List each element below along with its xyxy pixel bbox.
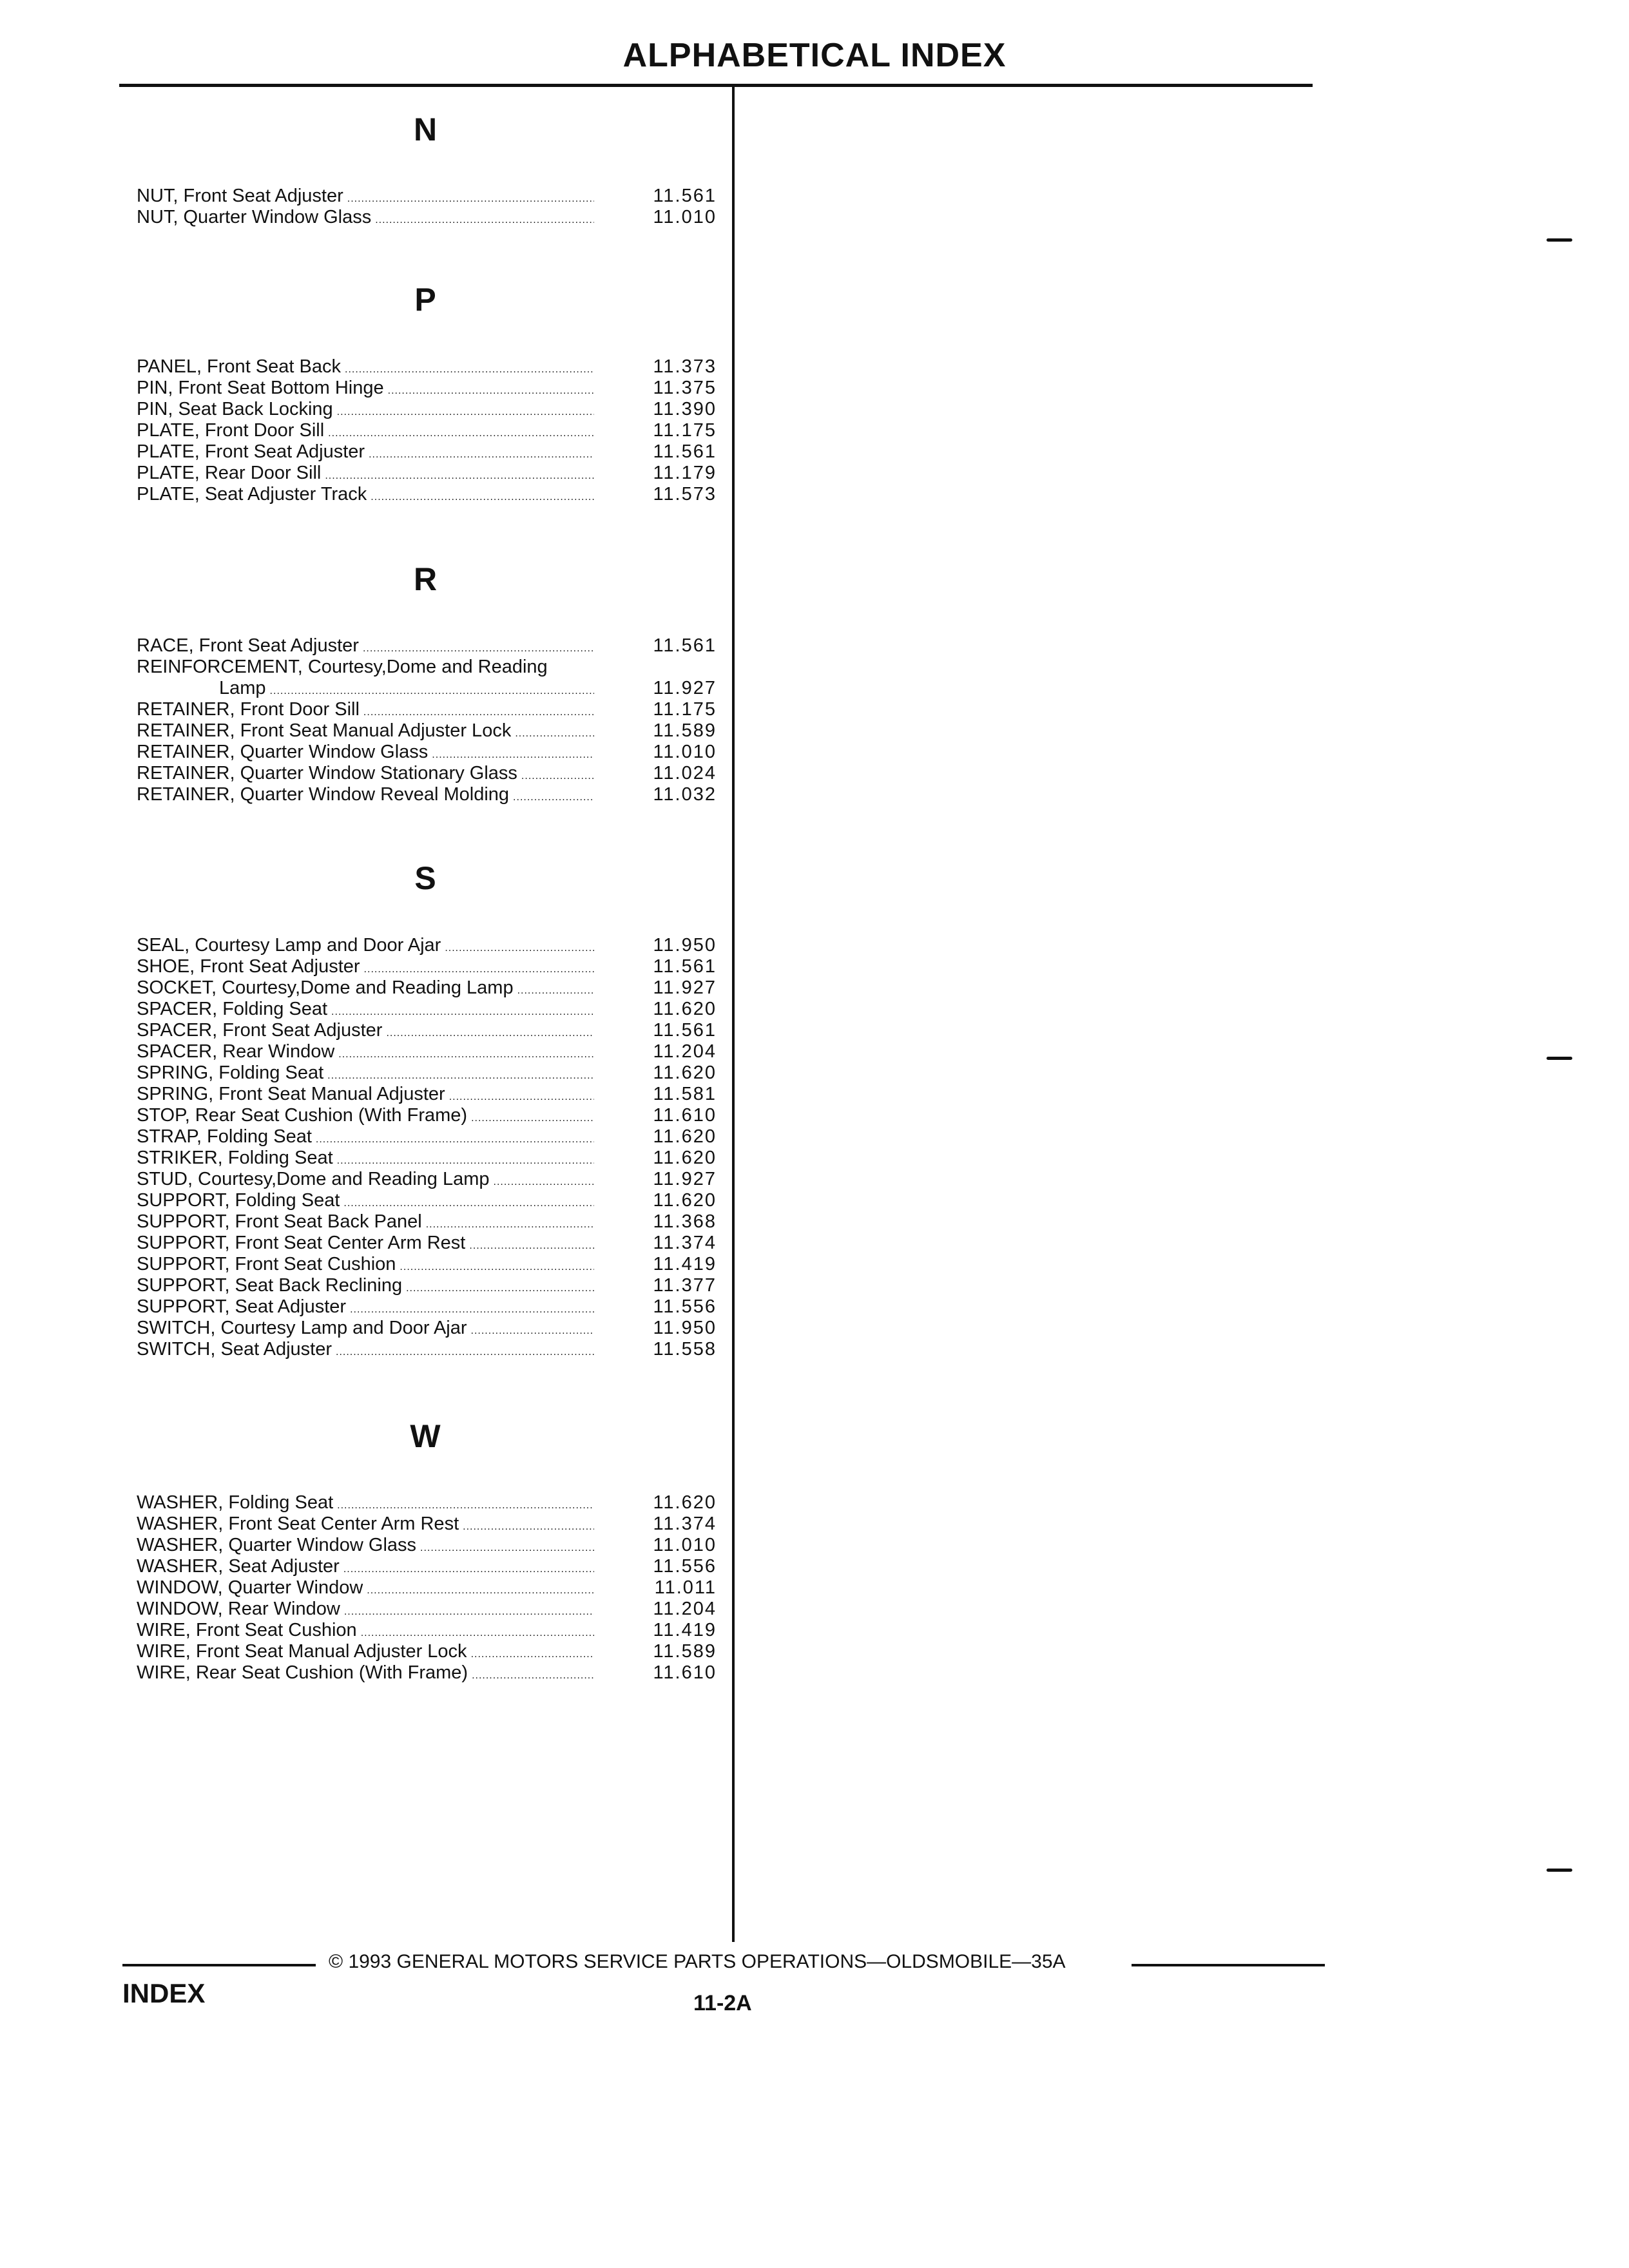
page-title: ALPHABETICAL INDEX [622, 37, 1007, 74]
entry-page: 11.927 [653, 1169, 717, 1189]
index-entry-continuation [137, 678, 717, 699]
section-letter-s: S [414, 860, 436, 896]
entry-label: RETAINER, Front Seat Manual Adjuster Lock [137, 720, 512, 741]
entry-label: SEAL, Courtesy Lamp and Door Ajar [137, 935, 441, 956]
entry-page: 11.561 [653, 635, 717, 656]
index-entry [137, 635, 717, 657]
entry-label: REINFORCEMENT, Courtesy,Dome and Reading [137, 657, 548, 677]
entry-label: RETAINER, Quarter Window Stationary Glass [137, 763, 517, 783]
binding-mark [1547, 1869, 1572, 1872]
entry-label: PLATE, Front Seat Adjuster [137, 441, 365, 462]
index-entry [137, 1514, 717, 1535]
entry-page: 11.204 [653, 1041, 717, 1062]
entry-label: WASHER, Folding Seat [137, 1492, 334, 1513]
dot-leader [420, 1537, 594, 1559]
column-divider [732, 86, 735, 1942]
dot-leader [337, 1150, 594, 1171]
entry-page: 11.175 [653, 699, 717, 720]
entry-page: 11.620 [653, 1190, 717, 1211]
entry-label: WASHER, Seat Adjuster [137, 1556, 340, 1577]
index-entry [137, 1126, 717, 1148]
entry-page: 11.374 [653, 1233, 717, 1253]
index-entry [137, 1020, 717, 1041]
dot-leader [386, 1023, 594, 1044]
entry-label: WIRE, Front Seat Manual Adjuster Lock [137, 1641, 467, 1662]
index-entry [137, 784, 717, 805]
index-list-r [137, 635, 717, 805]
index-entry [137, 441, 717, 463]
entry-label: WINDOW, Rear Window [137, 1599, 340, 1619]
dot-leader [513, 787, 594, 808]
dot-leader [363, 702, 594, 723]
index-entry [137, 763, 717, 784]
entry-label: PLATE, Rear Door Sill [137, 463, 322, 483]
dot-leader [367, 1580, 594, 1601]
dot-leader [270, 680, 594, 702]
index-entry [137, 1105, 717, 1126]
entry-page: 11.610 [653, 1662, 717, 1683]
dot-leader [400, 1256, 594, 1278]
entry-page: 11.561 [653, 1020, 717, 1041]
index-list-w [137, 1492, 717, 1684]
entry-label: PLATE, Front Door Sill [137, 420, 325, 441]
entry-page: 11.390 [653, 399, 717, 419]
dot-leader [449, 1086, 594, 1108]
index-entry [137, 1599, 717, 1620]
dot-leader [388, 380, 594, 401]
binding-mark [1547, 1057, 1572, 1060]
dot-leader [463, 1516, 594, 1537]
entry-page: 11.032 [653, 784, 717, 805]
dot-leader [345, 359, 594, 380]
dot-leader [369, 444, 594, 465]
entry-page: 11.950 [653, 935, 717, 956]
entry-label: SUPPORT, Front Seat Center Arm Rest [137, 1233, 466, 1253]
entry-label: SPRING, Folding Seat [137, 1062, 324, 1083]
index-entry [137, 1084, 717, 1105]
index-entry [137, 463, 717, 484]
dot-leader [336, 1341, 594, 1363]
dot-leader [371, 486, 594, 508]
index-entry [137, 1318, 717, 1339]
entry-page: 11.620 [653, 999, 717, 1019]
entry-page: 11.620 [653, 1126, 717, 1147]
index-entry [137, 720, 717, 742]
entry-label-continuation: Lamp [219, 678, 266, 698]
entry-label: PIN, Front Seat Bottom Hinge [137, 378, 384, 398]
dot-leader [331, 1001, 594, 1023]
entry-page: 11.368 [653, 1211, 717, 1232]
entry-label: RACE, Front Seat Adjuster [137, 635, 359, 656]
entry-page: 11.573 [653, 484, 717, 505]
index-entry [137, 207, 717, 228]
dot-leader [375, 209, 594, 231]
entry-label: RETAINER, Front Door Sill [137, 699, 360, 720]
index-entry [137, 1169, 717, 1190]
entry-label: STOP, Rear Seat Cushion (With Frame) [137, 1105, 468, 1126]
entry-page: 11.024 [653, 763, 717, 783]
dot-leader [472, 1665, 594, 1686]
index-entry [137, 484, 717, 505]
index-entry [137, 977, 717, 999]
entry-label: PANEL, Front Seat Back [137, 356, 341, 377]
dot-leader [471, 1108, 594, 1129]
index-entry [137, 1535, 717, 1556]
entry-label: STRAP, Folding Seat [137, 1126, 312, 1147]
index-entry [137, 1211, 717, 1233]
index-entry [137, 956, 717, 977]
footer-page-number: 11-2A [693, 1991, 752, 2015]
dot-leader [350, 1299, 594, 1320]
index-entry [137, 356, 717, 378]
entry-label: STRIKER, Folding Seat [137, 1148, 333, 1168]
entry-label: WIRE, Rear Seat Cushion (With Frame) [137, 1662, 468, 1683]
entry-page: 11.175 [653, 420, 717, 441]
dot-leader [471, 1320, 594, 1341]
dot-leader [327, 1065, 594, 1086]
index-entry [137, 1296, 717, 1318]
entry-page: 11.010 [653, 1535, 717, 1555]
index-list-n [137, 186, 717, 228]
index-entry [137, 399, 717, 420]
index-entry [137, 1662, 717, 1684]
entry-label: WINDOW, Quarter Window [137, 1577, 363, 1598]
footer-rule-right [1132, 1964, 1325, 1966]
entry-page: 11.620 [653, 1062, 717, 1083]
index-list-s [137, 935, 717, 1360]
index-entry [137, 1556, 717, 1577]
index-entry [137, 1620, 717, 1641]
entry-label: WIRE, Front Seat Cushion [137, 1620, 357, 1640]
entry-page: 11.561 [653, 186, 717, 206]
entry-page: 11.589 [653, 1641, 717, 1662]
dot-leader [426, 1214, 594, 1235]
index-entry [137, 420, 717, 441]
entry-label: PIN, Seat Back Locking [137, 399, 333, 419]
dot-leader [445, 937, 594, 959]
dot-leader [432, 744, 594, 765]
entry-label: SWITCH, Seat Adjuster [137, 1339, 332, 1360]
entry-page: 11.010 [653, 742, 717, 762]
section-letter-w: W [410, 1418, 441, 1454]
dot-leader [337, 401, 594, 423]
entry-label: WASHER, Front Seat Center Arm Rest [137, 1514, 459, 1534]
entry-page: 11.558 [653, 1339, 717, 1360]
entry-page: 11.179 [653, 463, 717, 483]
dot-leader [347, 188, 594, 209]
index-entry [137, 186, 717, 207]
entry-label: SHOE, Front Seat Adjuster [137, 956, 360, 977]
header-rule [119, 84, 1313, 87]
entry-page: 11.375 [653, 378, 717, 398]
dot-leader [361, 1622, 594, 1644]
footer-rule-left [122, 1964, 316, 1966]
entry-label: SWITCH, Courtesy Lamp and Door Ajar [137, 1318, 467, 1338]
entry-page: 11.950 [653, 1318, 717, 1338]
dot-leader [364, 959, 594, 980]
binding-mark [1547, 238, 1572, 242]
dot-leader [328, 423, 594, 444]
entry-page: 11.556 [653, 1556, 717, 1577]
entry-page: 11.927 [653, 678, 717, 698]
dot-leader [343, 1559, 594, 1580]
entry-page: 11.561 [653, 441, 717, 462]
index-entry [137, 1577, 717, 1599]
dot-leader [363, 638, 594, 659]
entry-label: SUPPORT, Front Seat Back Panel [137, 1211, 422, 1232]
entry-page: 11.377 [653, 1275, 717, 1296]
entry-label: SUPPORT, Seat Back Reclining [137, 1275, 403, 1296]
index-entry [137, 1641, 717, 1662]
entry-label: STUD, Courtesy,Dome and Reading Lamp [137, 1169, 490, 1189]
index-entry [137, 1492, 717, 1514]
footer-copyright: © 1993 GENERAL MOTORS SERVICE PARTS OPERATIONS—OLDSMOBILE—35A [329, 1951, 1066, 1972]
index-entry [137, 657, 717, 678]
entry-page: 11.419 [653, 1620, 717, 1640]
index-entry [137, 699, 717, 720]
entry-label: SUPPORT, Front Seat Cushion [137, 1254, 396, 1274]
entry-page: 11.010 [653, 207, 717, 227]
entry-label: NUT, Quarter Window Glass [137, 207, 372, 227]
dot-leader [515, 723, 594, 744]
footer-section-label: INDEX [122, 1978, 206, 2008]
entry-page: 11.561 [653, 956, 717, 977]
index-entry [137, 1148, 717, 1169]
entry-page: 11.581 [653, 1084, 717, 1104]
entry-page: 11.373 [653, 356, 717, 377]
entry-label: SUPPORT, Folding Seat [137, 1190, 340, 1211]
entry-label: SUPPORT, Seat Adjuster [137, 1296, 347, 1317]
dot-leader [517, 980, 594, 1001]
dot-leader [316, 1129, 594, 1150]
entry-page: 11.419 [653, 1254, 717, 1274]
entry-page: 11.556 [653, 1296, 717, 1317]
entry-page: 11.620 [653, 1492, 717, 1513]
index-entry [137, 1254, 717, 1275]
index-entry [137, 1339, 717, 1360]
dot-leader [494, 1171, 595, 1193]
entry-label: RETAINER, Quarter Window Reveal Molding [137, 784, 510, 805]
section-letter-r: R [413, 561, 438, 597]
entry-page: 11.374 [653, 1514, 717, 1534]
index-entry [137, 378, 717, 399]
dot-leader [469, 1235, 594, 1256]
dot-leader [521, 765, 594, 787]
entry-label: SPACER, Rear Window [137, 1041, 335, 1062]
index-entry [137, 1233, 717, 1254]
entry-page: 11.204 [653, 1599, 717, 1619]
entry-label: SPACER, Folding Seat [137, 999, 328, 1019]
entry-label: NUT, Front Seat Adjuster [137, 186, 343, 206]
index-list-p [137, 356, 717, 505]
section-letter-p: P [414, 282, 436, 318]
entry-label: SPRING, Front Seat Manual Adjuster [137, 1084, 445, 1104]
entry-page: 11.011 [654, 1577, 717, 1598]
index-entry [137, 742, 717, 763]
dot-leader [406, 1278, 594, 1299]
entry-page: 11.927 [653, 977, 717, 998]
entry-page: 11.620 [653, 1148, 717, 1168]
index-entry [137, 1190, 717, 1211]
index-entry [137, 935, 717, 956]
index-entry [137, 1062, 717, 1084]
entry-page: 11.589 [653, 720, 717, 741]
entry-label: RETAINER, Quarter Window Glass [137, 742, 429, 762]
entry-label: PLATE, Seat Adjuster Track [137, 484, 367, 505]
dot-leader [344, 1601, 594, 1622]
dot-leader [471, 1644, 594, 1665]
index-entry [137, 999, 717, 1020]
dot-leader [325, 465, 594, 486]
dot-leader [343, 1193, 594, 1214]
section-letter-n: N [413, 111, 438, 148]
index-entry [137, 1041, 717, 1062]
entry-page: 11.610 [653, 1105, 717, 1126]
entry-label: SOCKET, Courtesy,Dome and Reading Lamp [137, 977, 514, 998]
index-entry [137, 1275, 717, 1296]
entry-label: SPACER, Front Seat Adjuster [137, 1020, 383, 1041]
dot-leader [337, 1495, 594, 1516]
entry-label: WASHER, Quarter Window Glass [137, 1535, 417, 1555]
dot-leader [338, 1044, 594, 1065]
